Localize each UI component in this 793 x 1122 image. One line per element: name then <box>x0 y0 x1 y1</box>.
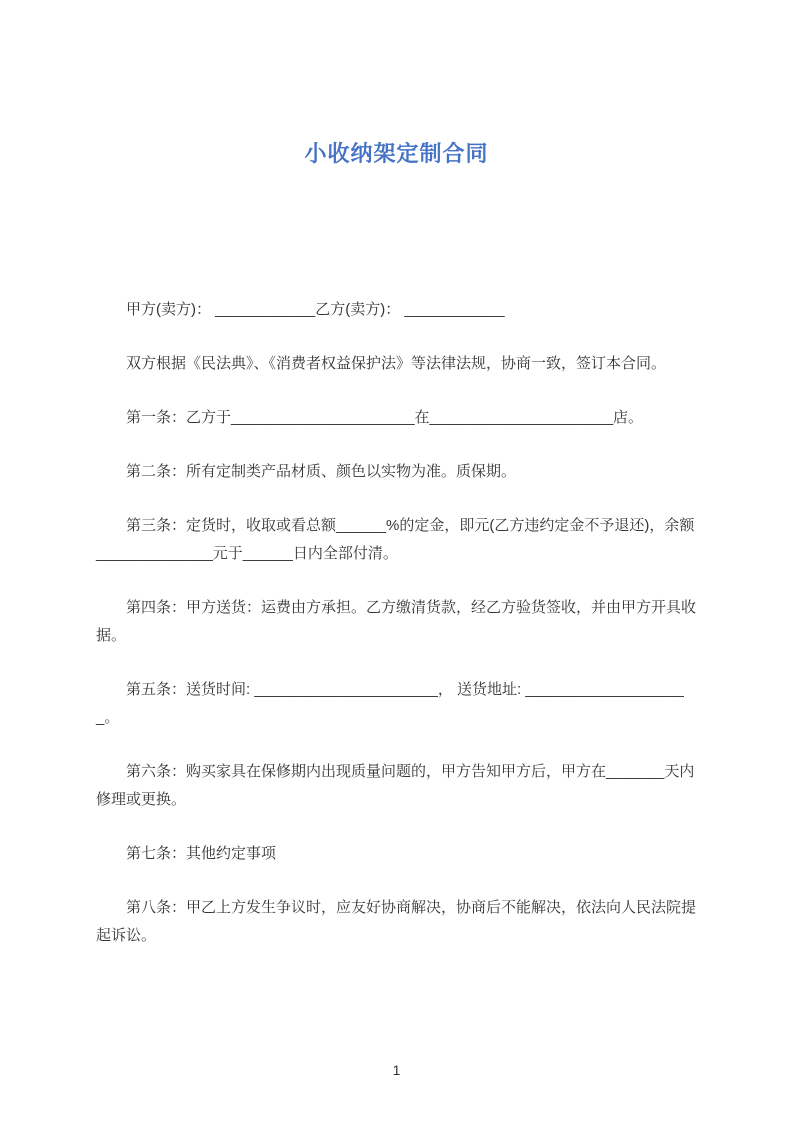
contract-clause-6: 第六条：购买家具在保修期内出现质量问题的，甲方告知甲方后，甲方在_______天内修理或更换。 <box>96 763 695 808</box>
contract-clause-1: 第一条：乙方于______________________在______________________店。 <box>126 409 644 426</box>
contract-clause-7: 第七条：其他约定事项 <box>126 845 277 862</box>
contract-paragraph-parties: 甲方(卖方)： ____________乙方(卖方)： ____________ <box>126 301 505 318</box>
contract-clause-5: 第五条：送货时间: ______________________， 送货地址: ____________________。 <box>96 681 684 726</box>
contract-clause-3: 第三条：定货时，收取或看总额______%的定金，即元(乙方违约定金不予退还)，余额______________元于______日内全部付清。 <box>96 517 695 562</box>
contract-paragraph-preamble: 双方根据《民法典》、《消费者权益保护法》等法律法规，协商一致，签订本合同。 <box>126 355 667 372</box>
contract-clause-8: 第八条：甲乙上方发生争议时，应友好协商解决，协商后不能解决，依法向人民法院提起诉讼。 <box>96 899 697 944</box>
page-number: 1 <box>392 1062 401 1078</box>
contract-clause-4: 第四条：甲方送货：运费由方承担。乙方缴清货款，经乙方验货签收，并由甲方开具收据。 <box>96 599 697 644</box>
contract-clause-2: 第二条：所有定制类产品材质、颜色以实物为准。质保期。 <box>126 463 517 480</box>
contract-title: 小收纳架定制合同 <box>304 141 489 166</box>
